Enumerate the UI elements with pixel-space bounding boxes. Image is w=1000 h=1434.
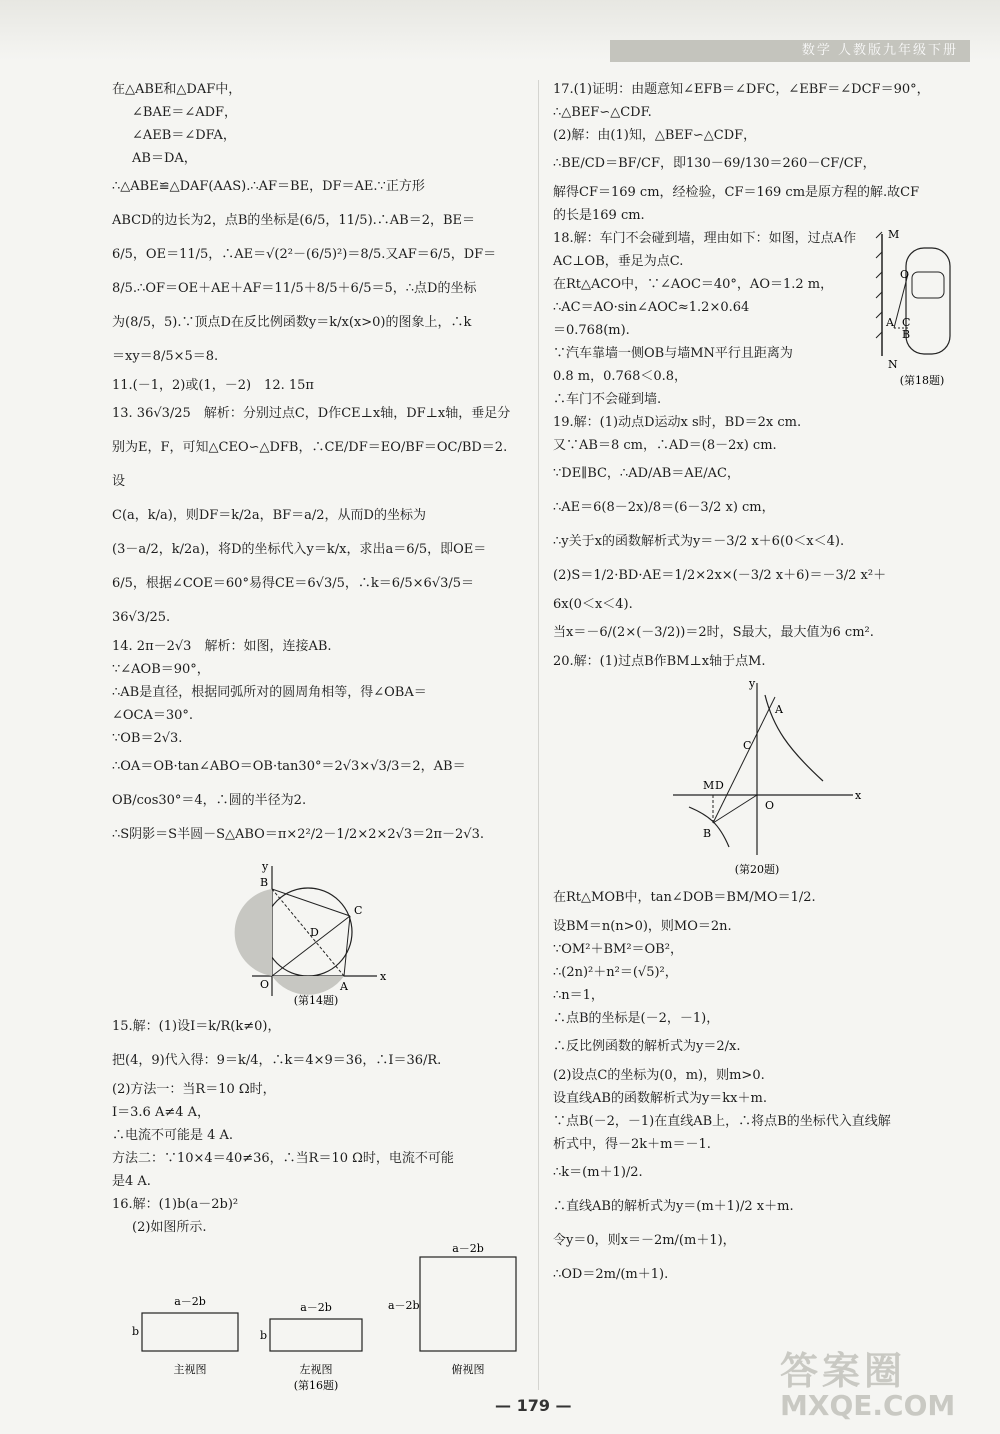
text-line: ∴电流不可能是 4 A. — [112, 1128, 234, 1143]
figure-caption: (第18题) — [899, 374, 945, 387]
text-line: ∴△BEF∽△CDF. — [553, 105, 652, 120]
label-b: B — [902, 328, 911, 341]
text-line: ∴反比例函数的解析式为y＝2/x. — [553, 1039, 741, 1054]
figure-caption: (第14题) — [293, 994, 339, 1006]
text-line: ∴S阴影＝S半圆－S△ABO＝π×2²/2－1/2×2×2√3＝2π－2√3. — [112, 827, 484, 842]
label-m: M — [888, 228, 900, 241]
label-c: C — [902, 316, 911, 329]
text-line: (2)解：由(1)知，△BEF∽△CDF， — [553, 128, 757, 143]
page-number: — 179 — — [495, 1396, 572, 1415]
figure-14 — [112, 856, 520, 1006]
left-column — [112, 78, 520, 1397]
text-line: ∴BE/CD＝BF/CF，即130－69/130＝260－CF/CF， — [553, 156, 876, 171]
text-line: 6/5，根据∠COE＝60°易得CE＝6√3/5，∴k＝6/5×6√3/5＝36√3/25. — [112, 576, 475, 625]
text-line: AC⊥OB，垂足为点C. — [553, 254, 684, 269]
label-a: A — [340, 980, 348, 993]
text-line: 6/5，OE＝11/5，∴AE＝√(2²－(6/5)²)＝8/5.又AF＝6/5，DF＝ — [112, 247, 497, 262]
chord-ab — [272, 889, 344, 976]
text-line: 6x(0＜x＜4). — [553, 597, 633, 612]
text-line: ∠BAE＝∠ADF， — [132, 105, 238, 120]
text-line: ∴k＝(m＋1)/2. — [553, 1165, 643, 1180]
text-line: 的长是169 cm. — [553, 208, 645, 223]
watermark — [780, 1340, 980, 1420]
text-line: (2)设点C的坐标为(0，m)，则m>0. — [553, 1068, 765, 1083]
text-line: 当x＝－6/(2×(－3/2))＝2时，S最大，最大值为6 cm². — [553, 625, 874, 640]
text-line: ∵汽车靠墙一侧OB与墙MN平行且距离为 — [553, 346, 793, 361]
label-d: D — [310, 926, 319, 939]
text-line: 20.解：(1)过点B作BM⊥x轴于点M. — [553, 654, 766, 669]
text-line: 11.(－1，2)或(1，－2) 12. 15π — [112, 378, 314, 393]
text-line: ∴车门不会碰到墙. — [553, 392, 662, 407]
text-line: (2)如图所示. — [132, 1220, 207, 1235]
text-line: (3－a/2，k/2a)，将D的坐标代入y＝k/x，求出a＝6/5，即OE＝ — [112, 542, 487, 557]
wall-hatch — [876, 332, 882, 338]
text-line: ∵点B(－2，－1)在直线AB上，∴将点B的坐标代入直线解 — [553, 1114, 891, 1129]
text-line: ∴(2n)²＋n²＝(√5)²， — [553, 965, 678, 980]
text-line: 令y＝0，则x＝－2m/(m＋1)， — [553, 1233, 736, 1248]
front-view-caption: 主视图 — [173, 1363, 207, 1376]
label-b: B — [260, 876, 269, 889]
top-view-side-label: a－2b — [388, 1299, 420, 1312]
text-line: 16.解：(1)b(a－2b)² — [112, 1197, 239, 1212]
left-view-caption: 左视图 — [299, 1363, 333, 1376]
wall-hatch — [876, 312, 882, 318]
label-x: x — [855, 789, 862, 802]
text-line: ＝0.768(m). — [553, 323, 630, 338]
text-line: (2)方法一：当R＝10 Ω时， — [112, 1082, 276, 1097]
text-line: ∵OB＝2√3. — [112, 731, 183, 746]
top-view-top-label: a－2b — [452, 1243, 484, 1255]
text-line: 在Rt△MOB中，tan∠DOB＝BM/MO＝1/2. — [553, 890, 816, 905]
text-line: 14. 2π－2√3 解析：如图，连接AB. — [112, 639, 332, 654]
text-line: ∵∠AOB＝90°， — [112, 662, 210, 677]
text-line: 设BM＝n(n>0)，则MO＝2n. — [553, 919, 732, 934]
text-line: 8/5.∴OF＝OE＋AE＋AF＝11/5＋8/5＋6/5＝5，∴点D的坐标 — [112, 281, 477, 296]
watermark-text: 答案圈 — [780, 1349, 907, 1393]
left-view-rect — [270, 1319, 362, 1351]
figure-caption: (第20题) — [734, 863, 780, 876]
shaded-segment-bottom — [272, 976, 344, 995]
text-line: 方法二：∵10×4＝40≠36，∴当R＝10 Ω时，电流不可能 — [112, 1151, 454, 1166]
car-windshield — [912, 272, 944, 298]
left-view-side-label: b — [260, 1329, 268, 1342]
text-line: AB＝DA， — [132, 151, 197, 166]
label-a: A — [775, 703, 783, 716]
wall-hatch — [876, 272, 882, 278]
text-line: 19.解：(1)动点D运动x s时，BD＝2x cm. — [553, 415, 802, 430]
figure-20 — [553, 677, 971, 877]
watermark-url: MXQE.COM — [780, 1389, 956, 1422]
text-line: 15.解：(1)设I＝k/R(k≠0)， — [112, 1019, 281, 1034]
text-line: 18.解：车门不会碰到墙，理由如下：如图，过点A作 — [553, 231, 857, 246]
text-line: ∴OD＝2m/(m＋1). — [553, 1267, 669, 1282]
text-line: ∴AC＝AO·sin∠AOC≈1.2×0.64 — [553, 300, 750, 315]
text-line: 0.8 m，0.768＜0.8， — [553, 369, 688, 384]
label-c: C — [354, 904, 363, 917]
label-n: N — [888, 358, 898, 371]
figure-18 — [872, 228, 972, 388]
label-o: O — [900, 268, 910, 281]
shaded-segment-left — [235, 889, 272, 976]
text-line: ABCD的边长为2，点B的坐标是(6/5，11/5).∴AB＝2，BE＝ — [112, 213, 476, 228]
text-line: 是4 A. — [112, 1174, 151, 1189]
text-line: ∴点B的坐标是(－2，－1)， — [553, 1011, 720, 1026]
car-outline — [906, 248, 950, 354]
label-d: D — [715, 779, 724, 792]
text-line: OB/cos30°＝4，∴圆的半径为2. — [112, 793, 307, 808]
text-line: (2)S＝1/2·BD·AE＝1/2×2x×(－3/2 x＋6)＝－3/2 x²＋ — [553, 568, 887, 583]
wall-hatch — [876, 232, 882, 238]
hyperbola-branch-upper — [765, 695, 823, 781]
text-line: 又∵AB＝8 cm，∴AD＝(8－2x) cm. — [553, 438, 777, 453]
chord-oc — [272, 916, 350, 976]
column-divider — [538, 80, 539, 1390]
label-o: O — [260, 978, 270, 991]
label-a: A — [886, 316, 894, 329]
text-line: 别为E，F，可知△CEO∽△DFB，∴CE/DF＝EO/BF＝OC/BD＝2.设 — [112, 440, 508, 489]
text-line: ＝xy＝8/5×5＝8. — [112, 349, 219, 364]
figure-16 — [112, 1243, 520, 1393]
text-line: ∴△ABE≌△DAF(AAS).∴AF＝BE，DF＝AE.∵正方形 — [112, 179, 425, 194]
text-line: ∴AB是直径，根据同弧所对的圆周角相等，得∠OBA＝ — [112, 685, 427, 700]
text-line: ∴n＝1， — [553, 988, 604, 1003]
label-c: C — [743, 739, 752, 752]
front-view-top-label: a－2b — [174, 1295, 206, 1308]
label-o: O — [765, 799, 775, 812]
text-line: ∴AE＝6(8－2x)/8＝(6－3/2 x) cm， — [553, 500, 775, 515]
text-line: C(a，k/a)，则DF＝k/2a，BF＝a/2，从而D的坐标为 — [112, 508, 426, 523]
text-line: 析式中，得－2k＋m＝－1. — [553, 1137, 711, 1152]
text-line: 13. 36√3/25 解析：分别过点C，D作CE⊥x轴，DF⊥x轴，垂足分 — [112, 406, 511, 421]
text-line: 在△ABE和△DAF中， — [112, 82, 242, 97]
text-line: 为(8/5，5).∵顶点D在反比例函数y＝k/x(x>0)的图象上，∴k — [112, 315, 472, 330]
left-view-top-label: a－2b — [300, 1301, 332, 1314]
text-line: ∴y关于x的函数解析式为y＝－3/2 x＋6(0＜x＜4). — [553, 534, 845, 549]
text-line: ∵DE∥BC，∴AD/AB＝AE/AC， — [553, 466, 740, 481]
label-x: x — [380, 970, 387, 983]
text-line: 设直线AB的函数解析式为y＝kx＋m. — [553, 1091, 767, 1106]
label-m: M — [703, 779, 715, 792]
text-line: ∴OA＝OB·tan∠ABO＝OB·tan30°＝2√3×√3/3＝2，AB＝ — [112, 759, 466, 774]
top-view-rect — [420, 1257, 516, 1351]
text-line: 解得CF＝169 cm，经检验，CF＝169 cm是原方程的解.故CF — [553, 185, 920, 200]
figure-caption: (第16题) — [293, 1379, 339, 1392]
top-view-caption: 俯视图 — [451, 1363, 485, 1376]
text-line: ∠AEB＝∠DFA， — [132, 128, 236, 143]
wall-hatch — [876, 252, 882, 258]
text-line: 在Rt△ACO中，∵∠AOC＝40°，AO＝1.2 m， — [553, 277, 834, 292]
label-b: B — [703, 827, 712, 840]
text-line: 把(4，9)代入得：9＝k/4，∴k＝4×9＝36，∴I＝36/R. — [112, 1053, 442, 1068]
front-view-rect — [142, 1313, 238, 1351]
text-line: ∵OM²＋BM²＝OB²， — [553, 942, 683, 957]
label-y: y — [262, 860, 269, 873]
text-line: I＝3.6 A≠4 A， — [112, 1105, 211, 1120]
wall-hatch — [876, 292, 882, 298]
front-view-side-label: b — [132, 1325, 140, 1338]
text-line: ∴直线AB的解析式为y＝(m＋1)/2 x＋m. — [553, 1199, 794, 1214]
header-tag: 数学 人教版九年级下册 — [610, 40, 970, 62]
text-line: ∠OCA＝30°. — [112, 708, 194, 723]
text-line: 17.(1)证明：由题意知∠EFB＝∠DFC，∠EBF＝∠DCF＝90°， — [553, 82, 930, 97]
label-y: y — [749, 677, 756, 690]
